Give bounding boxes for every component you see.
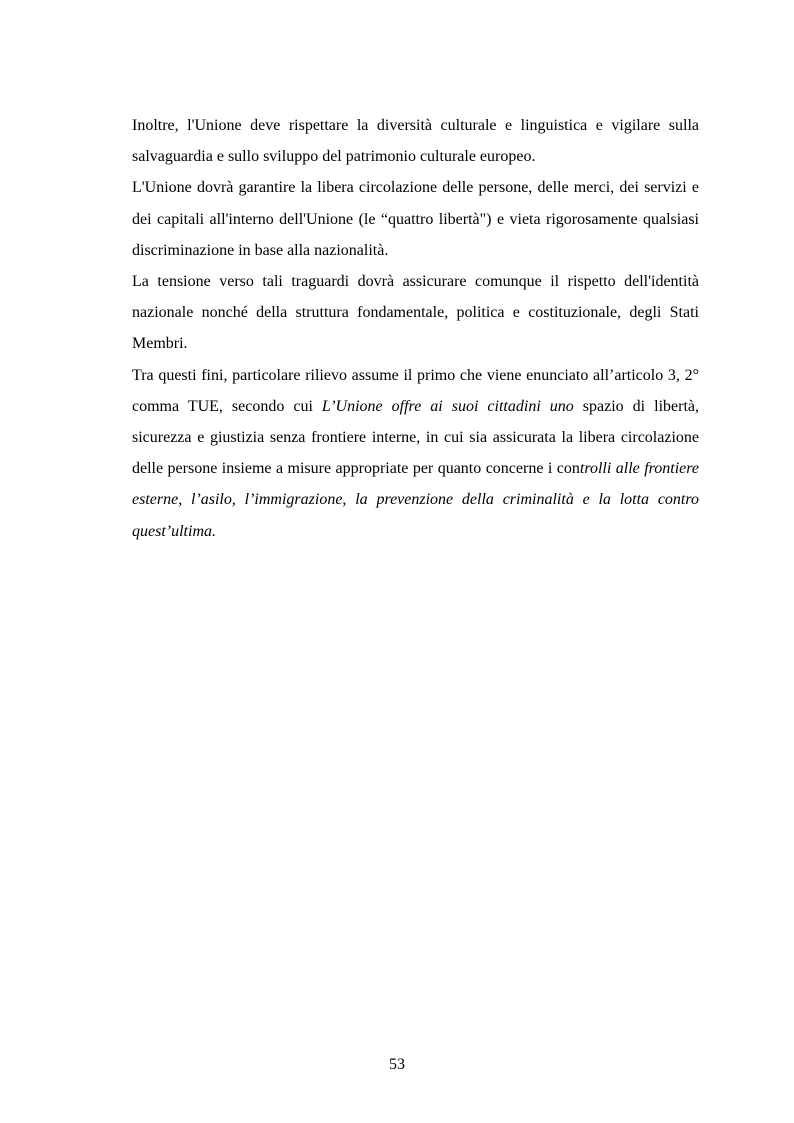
quote-text-part-1: L’Unione offre ai suoi cittadini uno <box>321 397 574 415</box>
quote-text-part-3: trolli alle frontiere esterne, l’asilo, l’immigrazione, la prevenzione della criminalità e la lotta contro quest’ultima. <box>132 460 700 540</box>
page-body <box>132 110 699 547</box>
paragraph-free-movement: L'Unione dovrà garantire la libera circolazione delle persone, delle merci, dei servizi e dei capitali all'interno dell'Unione (le “quattro libertà") e vieta rigorosamente qualsiasi discriminazione in base alla nazionalità. <box>132 179 699 259</box>
page-number: 53 <box>389 1056 405 1073</box>
quote-text-part-2: spazio di libertà, sicurezza e giustizia senza frontiere interne, in cui sia assicurata la libera circolazione delle persone insieme a misure appropriate per quanto concerne i con <box>132 397 699 478</box>
paragraph-national-identity: La tensione verso tali traguardi dovrà assicurare comunque il rispetto dell'identità nazionale nonché della struttura fondamentale, politica e costituzionale, degli Stati Membri. <box>132 273 699 353</box>
paragraph-article-3 <box>132 360 699 547</box>
paragraph-intro-text: Tra questi fini, particolare rilievo assume il primo che viene enunciato all’articolo 3, 2° comma TUE, secondo cui <box>132 366 699 415</box>
paragraph-cultural-diversity: Inoltre, l'Unione deve rispettare la diversità culturale e linguistica e vigilare sulla salvaguardia e sullo sviluppo del patrimonio culturale europeo. <box>132 117 699 166</box>
